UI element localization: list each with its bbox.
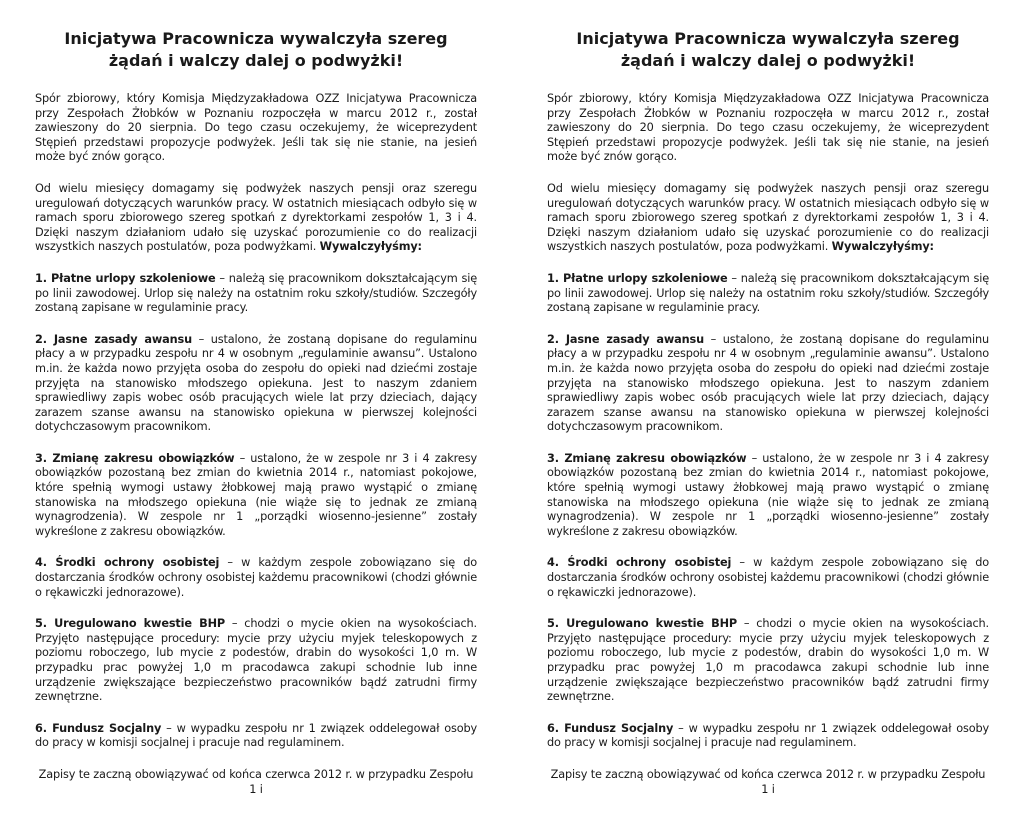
closing-paragraph: Zapisy te zaczną obowiązywać od końca czerwca 2012 r. w przypadku Zespołu 1 i — [38, 767, 474, 796]
page-title: Inicjatywa Pracownicza wywalczyła szereg żądań i walczy dalej o podwyżki! — [576, 29, 960, 70]
intro-paragraph: Spór zbiorowy, który Komisja Międzyzakładowa OZZ Inicjatywa Pracownicza przy Zespołach Żłobków w Poznaniu rozpoczęła w marcu 2012 r., został zawieszony do 20 sierpnia. Do tego czasu oczekujemy, że wiceprezydent Stępień przedstawi propozycje podwyżek. Jeśli tak się nie stanie, na jesień może być znów gorąco. — [35, 92, 477, 164]
item-text: – ustalono, że zostaną dopisane do regulaminu płacy a w przypadku zespołu nr 4 w osobnym „regulaminie awansu”. Ustalono m.in. że każda nowo przyjęta osoba do zespołu do opieki nad dziećmi zostaje przyjęta na stanowisko młodszego opiekuna. Jest to naszym zdaniem sprawiedliwy zapis wobec osób pracujących wiele lat przy dzieciach, dający zarazem szanse awansu na stanowisko opiekuna w pierwszej kolejności dotychczasowym pracownikom. — [547, 332, 989, 434]
item-text: – w każdym zespole zobowiązano się do dostarczania środków ochrony osobistej każdemu pracownikowi (chodzi głównie o rękawiczki jednorazowe). — [547, 556, 989, 599]
item-text: – należą się pracownikom dokształcającym się po linii zawodowej. Urlop się należy na ostatnim roku szkoły/studiów. Szczegóły zostaną zapisane w regulaminie pracy. — [35, 271, 477, 315]
item-heading: 3. Zmianę zakresu obowiązków — [547, 451, 747, 465]
item-health-safety — [35, 617, 477, 705]
item-health-safety — [547, 617, 989, 705]
page-title: Inicjatywa Pracownicza wywalczyła szereg żądań i walczy dalej o podwyżki! — [64, 29, 448, 70]
item-heading: 4. Środki ochrony osobistej — [35, 556, 220, 570]
item-heading: 5. Uregulowano kwestie BHP — [547, 617, 738, 631]
item-heading: 6. Fundusz Socjalny — [35, 721, 162, 735]
item-heading: 5. Uregulowano kwestie BHP — [35, 617, 226, 631]
item-promotion-rules — [547, 333, 989, 435]
left-column — [35, 28, 477, 814]
item-duties-change — [547, 452, 989, 540]
item-text: – w wypadku zespołu nr 1 związek oddelegował osoby do pracy w komisji socjalnej i pracuje nad regulaminem. — [35, 721, 478, 750]
item-text: – ustalono, że w zespole nr 3 i 4 zakresy obowiązków pozostaną bez zmian do kwietnia 2014 r., natomiast pokojowe, które spełnią wymogi ustawy żłobkowej mają prawo wystąpić o zmianę stanowiska na młodszego opiekuna (nie wiąże się to jednak ze zmianą wynagrodzenia). W zespole nr 1 „porządki wiosenno-jesienne” zostały wykreślone z zakresu obowiązków. — [35, 451, 477, 538]
demands-won-label: Wywalczyłyśmy: — [831, 240, 934, 254]
right-column — [547, 28, 989, 814]
closing-paragraph: Zapisy te zaczną obowiązywać od końca czerwca 2012 r. w przypadku Zespołu 1 i — [550, 767, 986, 796]
item-heading: 2. Jasne zasady awansu — [547, 332, 704, 346]
item-text: – chodzi o mycie okien na wysokościach. Przyjęto następujące procedury: mycie przy użyciu myjek teleskopowych z poziomu roboczego, lub mycie z podestów, drabin do wysokości 1,0 m. W przypadku prac powyżej 1,0 m pracodawca zakupi schodnie lub inne urządzenie zwiększające bezpieczeństwo pracowników bądź zatrudni firmy zewnętrzne. — [547, 617, 990, 704]
item-text: – w każdym zespole zobowiązano się do dostarczania środków ochrony osobistej każdemu pracownikowi (chodzi głównie o rękawiczki jednorazowe). — [35, 556, 477, 599]
item-text: – chodzi o mycie okien na wysokościach. Przyjęto następujące procedury: mycie przy użyciu myjek teleskopowych z poziomu roboczego, lub mycie z podestów, drabin do wysokości 1,0 m. W przypadku prac powyżej 1,0 m pracodawca zakupi schodnie lub inne urządzenie zwiększające bezpieczeństwo pracowników bądź zatrudni firmy zewnętrzne. — [35, 617, 478, 704]
item-heading: 1. Płatne urlopy szkoleniowe — [547, 271, 728, 285]
demands-paragraph — [547, 182, 989, 255]
item-heading: 3. Zmianę zakresu obowiązków — [35, 451, 235, 465]
item-social-fund — [547, 722, 989, 751]
item-heading: 1. Płatne urlopy szkoleniowe — [35, 271, 216, 285]
item-protective-equipment — [547, 556, 989, 600]
item-heading: 4. Środki ochrony osobistej — [547, 556, 732, 570]
item-promotion-rules — [35, 333, 477, 435]
demands-text: Od wielu miesięcy domagamy się podwyżek naszych pensji oraz szeregu uregulowań dotyczących warunków pracy. W ostatnich miesiącach odbyło się w ramach sporu zbiorowego szereg spotkań z dyrektorkami zespołów 1, 3 i 4. Dzięki naszym działaniom udało się uzyskać porozumienie co do realizacji wszystkich naszych postulatów, poza podwyżkami. — [547, 181, 989, 254]
item-heading: 2. Jasne zasady awansu — [35, 332, 192, 346]
item-protective-equipment — [35, 556, 477, 600]
item-paid-training-leave — [547, 272, 989, 316]
item-heading: 6. Fundusz Socjalny — [547, 721, 674, 735]
intro-paragraph: Spór zbiorowy, który Komisja Międzyzakładowa OZZ Inicjatywa Pracownicza przy Zespołach Żłobków w Poznaniu rozpoczęła w marcu 2012 r., został zawieszony do 20 sierpnia. Do tego czasu oczekujemy, że wiceprezydent Stępień przedstawi propozycje podwyżek. Jeśli tak się nie stanie, na jesień może być znów gorąco. — [547, 92, 989, 164]
item-text: – w wypadku zespołu nr 1 związek oddelegował osoby do pracy w komisji socjalnej i pracuje nad regulaminem. — [547, 721, 990, 750]
demands-won-label: Wywalczyłyśmy: — [319, 240, 422, 254]
item-text: – ustalono, że w zespole nr 3 i 4 zakresy obowiązków pozostaną bez zmian do kwietnia 2014 r., natomiast pokojowe, które spełnią wymogi ustawy żłobkowej mają prawo wystąpić o zmianę stanowiska na młodszego opiekuna (nie wiąże się to jednak ze zmianą wynagrodzenia). W zespole nr 1 „porządki wiosenno-jesienne” zostały wykreślone z zakresu obowiązków. — [547, 451, 989, 538]
item-social-fund — [35, 722, 477, 751]
item-duties-change — [35, 452, 477, 540]
item-text: – ustalono, że zostaną dopisane do regulaminu płacy a w przypadku zespołu nr 4 w osobnym „regulaminie awansu”. Ustalono m.in. że każda nowo przyjęta osoba do zespołu do opieki nad dziećmi zostaje przyjęta na stanowisko młodszego opiekuna. Jest to naszym zdaniem sprawiedliwy zapis wobec osób pracujących wiele lat przy dzieciach, dający zarazem szanse awansu na stanowisko opiekuna w pierwszej kolejności dotychczasowym pracownikom. — [35, 332, 477, 434]
demands-text: Od wielu miesięcy domagamy się podwyżek naszych pensji oraz szeregu uregulowań dotyczących warunków pracy. W ostatnich miesiącach odbyło się w ramach sporu zbiorowego szereg spotkań z dyrektorkami zespołów 1, 3 i 4. Dzięki naszym działaniom udało się uzyskać porozumienie co do realizacji wszystkich naszych postulatów, poza podwyżkami. — [35, 181, 477, 254]
demands-paragraph — [35, 182, 477, 255]
item-text: – należą się pracownikom dokształcającym się po linii zawodowej. Urlop się należy na ostatnim roku szkoły/studiów. Szczegóły zostaną zapisane w regulaminie pracy. — [547, 271, 989, 315]
item-paid-training-leave — [35, 272, 477, 316]
